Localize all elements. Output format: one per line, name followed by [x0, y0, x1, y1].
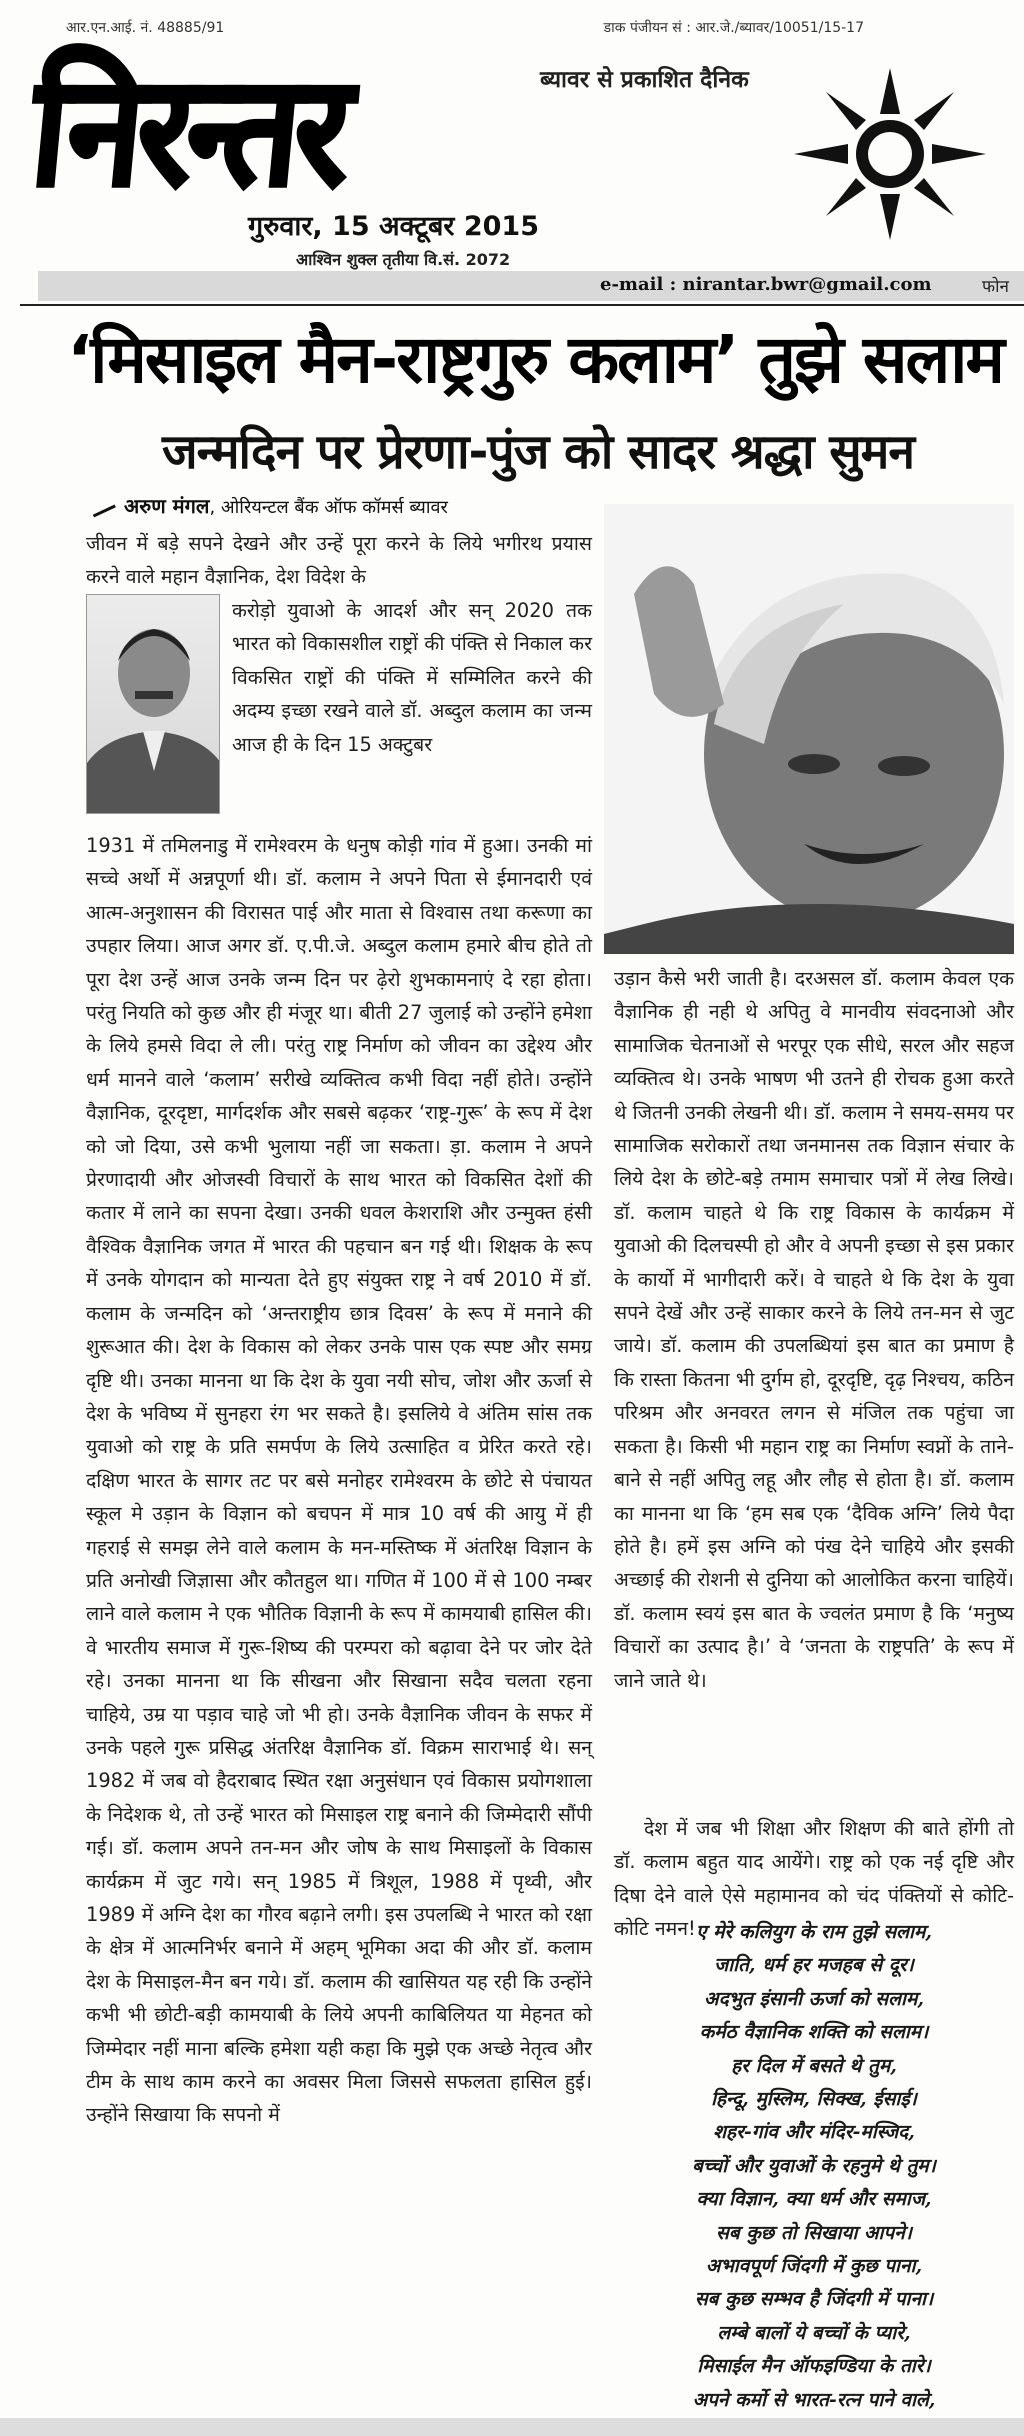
- phone-label: फोन: [982, 277, 1009, 297]
- poem-line: शहर-गांव और मंदिर-मस्जिद,: [713, 2121, 915, 2144]
- sun-logo-icon: [790, 62, 990, 242]
- poem-line: मिसाईल मैन ऑफइण्डिया के तारे।: [697, 2355, 931, 2378]
- poem-line: कर्मठ वैज्ञानिक शक्ति को सलाम।: [699, 2021, 929, 2044]
- logo-text: निरन्तर: [24, 43, 353, 221]
- poem-line: बच्चों और युवाओं के रहनुमे थे तुम।: [692, 2154, 936, 2177]
- poem-line: सब कुछ सम्भव है जिंदगी में पाना।: [694, 2288, 934, 2311]
- poem-line: लम्बे बालों ये बच्चों के प्यारे,: [717, 2321, 911, 2344]
- rni-number: आर.एन.आई. नं. 48885/91: [66, 20, 225, 36]
- poem-line: अभावपूर्ण जिंदगी में कुछ पाना,: [705, 2255, 923, 2278]
- poem-line: हिन्दू, मुस्लिम, सिक्ख, ईसाई।: [711, 2088, 917, 2111]
- column-1-body: 1931 में तमिलनाडु में रामेश्वरम के धनुष कोड़ी गांव में हुआ। उनकी मां सच्चे अर्थो में अन्नपूर्णा थी। डॉ. कलाम ने अपने पिता से ईमानदारी एवं आत्म-अनुशासन की विरासत पाई और माता से विश्वास तथा करूणा का उपहार लिया। आज अगर डॉ. ए.पी.जे. अब्दुल कलाम हमारे बीच होते तो पूरा देश उन्हें आज उनके जन्म दिन पर ढ़ेरो शुभकामनाएं दे रहा होता। परंतु नियति को कुछ और ही मंजूर था। बीती 27 जुलाई को उन्होंने हमेशा के लिये हमसे विदा ले ली। परंतु राष्ट्र निर्माण को जीवन का उद्देश्य और धर्म मानने वाले ‘कलाम’ सरीखे व्यक्तित्व कभी विदा नहीं होते। उन्होंने वैज्ञानिक, दूरदृष्टा, मार्गदर्शक और सबसे बढ़कर ‘राष्ट्र-गुरू’ के रूप में देश को जो दिया, उसे कभी भुलाया नहीं जा सकता। ड़ा. कलाम ने अपने प्रेरणादायी और ओजस्वी विचारों के साथ भारत को विकसित देशों की कतार में लाने का सपना देखा। उनकी धवल केशराशि और उन्मुक्त हंसी वैश्विक वैज्ञानिक जगत में भारत की पहचान बन गई थी। शिक्षक के रूप में उनके योगदान को मान्यता देते हुए संयुक्त राष्ट्र ने वर्ष 2010 में डॉ. कलाम के जन्मदिन को ‘अन्तराष्ट्रीय छात्र दिवस’ के रूप में मनाने की शुरूआत की। देश के विकास को लेकर उनके पास एक स्पष्ट और समग्र दृष्टि थी। उनका मानना था कि देश के युवा नयी सोच, जोश और ऊर्जा से देश के भविष्य में सुनहरा रंग भर सकते है। इसलिये वे अंतिम सांस तक युवाओ को राष्ट्र के प्रति समर्पण के लिये उत्साहित व प्रेरित करते रहे। दक्षिण भारत के सागर तट पर बसे मनोहर रामेश्वरम के छोटे से पंचायत स्कूल मे उड़ान के विज्ञान को बचपन में मात्र 10 वर्ष की आयु में ही गहराई से समझ लेने वाले कलाम के मन-मस्तिष्क में अंतरिक्ष विज्ञान के प्रति अनोखी जिज्ञासा और कौतहुल था। गणित में 100 में से 100 नम्बर लाने वाले कलाम ने एक भौतिक विज्ञानी के रूप में कामयाबी हासिल की। वे भारतीय समाज में गुरू-शिष्य की परम्परा को बढ़ावा देने पर जोर देते रहे। उनका मानना था कि सीखना और सिखाना सदैव चलता रहना चाहिये, उम्र या पड़ाव चाहे जो भी हो। उनके वैज्ञानिक जीवन के सफर में उनके पहले गुरू प्रसिद्ध अंतरिक्ष वैज्ञानिक डॉ. विक्रम साराभाई थे। सन् 1982 में जब वो हैदराबाद स्थित रक्षा अनुसंधान एवं विकास प्रयोगशाला के निदेशक थे, तो उन्हें भारत को मिसाइल राष्ट्र बनाने की जिम्मेदारी सौंपी गई। डॉ. कलाम अपने तन-मन और जोष के साथ मिसाइलों के विकास कार्यक्रम में जुट गये। सन् 1985 में त्रिशूल, 1988 में पृथ्वी, और 1989 में अग्नि देश का गौरव बढ़ाने लगी। इस उपलब्धि ने भारत को रक्षा के क्षेत्र में आत्मनिर्भर बनाने में अहम् भूमिका अदा की और डॉ. कलाम देश के मिसाइल-मैन बन गये। डॉ. कलाम की खासियत यह रही कि उन्होंने कभी भी छोटी-बड़ी कामयाबी के लिये अपनी काबिलियत या मेहनत को जिम्मेदार नहीं माना बल्कि हमेशा यही कहा कि मुझे एक अच्छे नेतृत्व और टीम के साथ काम करने का अवसर मिला जिससे सफलता हासिल हुई। उन्होंने सिखाया कि सपनो में: [86, 834, 592, 2127]
- column-1-beside-portrait: करोड़ो युवाओ के आदर्श और सन् 2020 तक भारत को विकासशील राष्ट्रों की पंक्ति से निकाल कर विकसित राष्ट्रों की पंक्ति में सम्मिलित करने की अदम्य इच्छा रखने वाले डॉ. अब्दुल कलाम का जन्म आज ही के दिन 15 अक्टुबर: [232, 599, 592, 756]
- author-organization: , ओरियन्टल बैंक ऑफ कॉमर्स ब्यावर: [209, 497, 448, 518]
- poem-line: ए मेरे कलियुग के राम तुझे सलाम,: [696, 1921, 932, 1943]
- kalam-photo-graphic: [604, 504, 1014, 954]
- main-headline: ‘मिसाइल मैन-राष्ट्रगुरु कलाम’ तुझे सलाम: [67, 321, 1003, 398]
- masthead-divider: [20, 304, 1024, 306]
- author-portrait-graphic: [87, 595, 220, 814]
- bottom-strip: [0, 2418, 1024, 2436]
- kalam-photo: [604, 504, 1014, 954]
- hindu-calendar-date: आश्विन शुक्ल तृतीया वि.सं. 2072: [296, 250, 511, 269]
- poem-line: सब कुछ तो सिखाया आपने।: [716, 2221, 912, 2244]
- tagline: ब्यावर से प्रकाशित दैनिक: [540, 67, 749, 93]
- poem-line: अदभुत इंसानी ऊर्जा को सलाम,: [704, 1987, 924, 2010]
- top-registration-line: [66, 18, 1024, 42]
- sub-headline: जन्मदिन पर प्रेरणा-पुंज को सादर श्रद्धा सुमन: [161, 424, 915, 480]
- column-2-closing: देश में जब भी शिक्षा और शिक्षण की बाते होंगी तो डॉ. कलाम बहुत याद आयेंगे। राष्ट्र को एक नई दृष्टि और दिषा देने वाले ऐसे महामानव को चंद पंक्तियों से कोटि-कोटि नमन!: [614, 1817, 1014, 1941]
- tribute-poem: [614, 1916, 1014, 2436]
- email-address: e-mail : nirantar.bwr@gmail.com: [600, 274, 932, 295]
- column-1-intro: जीवन में बड़े सपने देखने और उन्हें पूरा करने के लिये भगीरथ प्रयास करने वाले महान वैज्ञानिक, देश विदेश के: [86, 532, 592, 589]
- postal-registration: डाक पंजीयन सं : आर.जे./ब्यावर/10051/15-17: [603, 20, 864, 36]
- author-portrait: [86, 594, 220, 814]
- poem-line: अपने कर्मो से भारत-रत्न पाने वाले,: [692, 2388, 936, 2411]
- byline: [90, 492, 448, 519]
- poem-line: जाति, धर्म हर मजहब से दूर।: [714, 1954, 914, 1977]
- poem-line: क्या विज्ञान, क्या धर्म और समाज,: [696, 2188, 932, 2211]
- poem-line: हर दिल में बसते थे तुम,: [731, 2054, 897, 2077]
- pen-icon: [88, 495, 116, 518]
- issue-date: गुरुवार, 15 अक्टूबर 2015: [248, 211, 539, 242]
- masthead-logo: [24, 43, 600, 226]
- author-name: अरुण मंगल: [124, 494, 210, 518]
- column-2-body: उड़ान कैसे भरी जाती है। दरअसल डॉ. कलाम केवल एक वैज्ञानिक ही नही थे अपितु वे मानवीय संवदनाओ और सामाजिक चेतनाओं से भरपूर एक सीधे, सरल और सहज व्यक्तित्व थे। उनके भाषण भी उतने ही रोचक हुआ करते थे जितनी उनकी लेखनी थी। डॉ. कलाम ने समय-समय पर सामाजिक सरोकारों तथा जनमानस तक विज्ञान संचार के लिये देश के छोटे-बड़े तमाम समाचार पत्रों में लेख लिखे। डॉ. कलाम चाहते थे कि राष्ट्र विकास के कार्यक्रम में युवाओ की दिलचस्पी हो और वे अपनी इच्छा से इस प्रकार के कार्यो में भागीदारी करें। वे चाहते थे कि देश के युवा सपने देखें और उन्हें साकार करने के लिये तन-मन से जुट जाये। डॉ. कलाम की उपलब्धियां इस बात का प्रमाण है कि रास्ता कितना भी दुर्गम हो, दूरदृष्टि, दृढ़ निश्चय, कठिन परिश्रम और अनवरत लगन से मंजिल तक पहुंचा जा सकता है। किसी भी महान राष्ट्र का निर्माण स्वप्नों के ताने-बाने से नहीं अपितु लहू और लौह से होता है। डॉ. कलाम का मानना था कि ‘हम सब एक ‘दैविक अग्नि’ लिये पैदा होते है। हमें इस अग्नि को पंख देने चाहिये और इसकी अच्छाई की रोशनी से दुनिया को आलोकित करना चाहियें। डॉ. कलाम स्वयं इस बात के ज्वलंत प्रमाण है कि ‘मनुष्य विचारों का उत्पाद है।’ वे ‘जनता के राष्ट्रपति’ के रूप में जाने जाते थे।: [614, 967, 1014, 1692]
